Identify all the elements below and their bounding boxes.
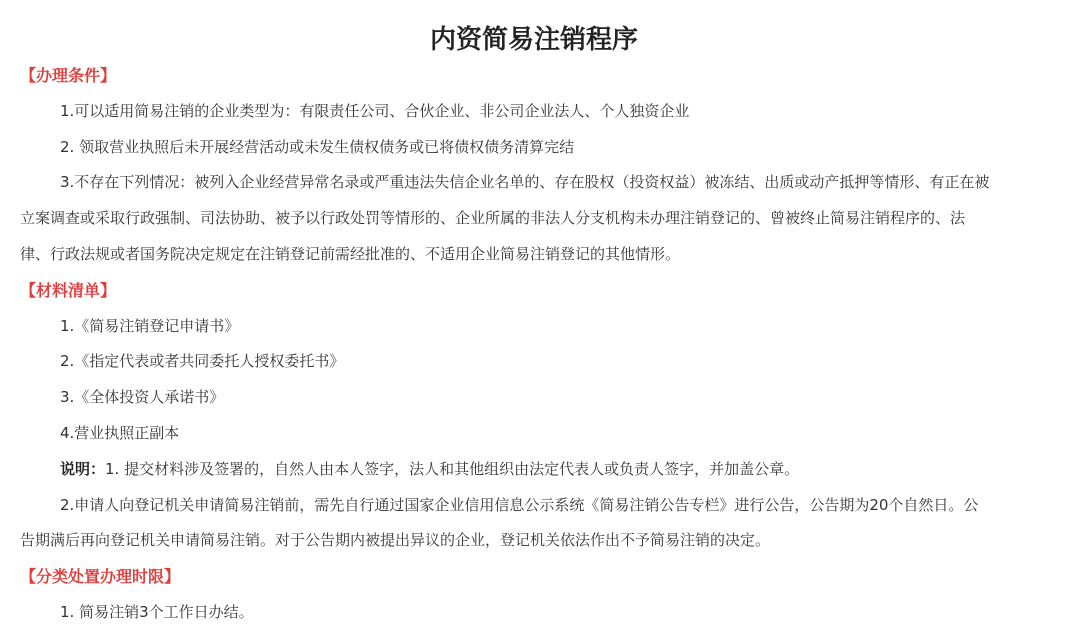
note-label: 说明： bbox=[60, 459, 106, 478]
condition-1: 1.可以适用简易注销的企业类型为：有限责任公司、合伙企业、非公司企业法人、个人独资企业 bbox=[60, 101, 690, 120]
condition-3-cont: 立案调查或采取行政强制、司法协助、被予以行政处罚等情形的、企业所属的非法人分支机构未办理注销登记的、曾被终止简易注销程序的、法 bbox=[20, 209, 966, 228]
condition-3: 3.不存在下列情况：被列入企业经营异常名录或严重违法失信企业名单的、存在股权（投资权益）被冻结、出质或动产抵押等情形、有正在被 bbox=[60, 173, 990, 192]
condition-3-cont: 律、行政法规或者国务院决定规定在注销登记前需经批准的、不适用企业简易注销登记的其他情形。 bbox=[20, 244, 681, 263]
material-3: 3.《全体投资人承诺书》 bbox=[60, 388, 225, 407]
material-2: 2.《指定代表或者共同委托人授权委托书》 bbox=[60, 352, 345, 371]
section-heading-conditions: 【办理条件】 bbox=[20, 66, 117, 85]
section-heading-materials: 【材料清单】 bbox=[20, 280, 117, 300]
section-heading-timelimit: 【分类处置办理时限】 bbox=[20, 567, 181, 587]
material-1: 1.《简易注销登记申请书》 bbox=[60, 316, 240, 335]
note-2-cont: 告期满后再向登记机关申请简易注销。对于公告期内被提出异议的企业，登记机关依法作出不予简易注销的决定。 bbox=[20, 531, 771, 550]
condition-2: 2. 领取营业执照后未开展经营活动或未发生债权债务或已将债权债务清算完结 bbox=[60, 137, 575, 156]
material-4: 4.营业执照正副本 bbox=[60, 423, 180, 442]
note-2: 2.申请人向登记机关申请简易注销前，需先自行通过国家企业信用信息公示系统《简易注销公告专栏》进行公告，公告期为20个自然日。公 bbox=[60, 495, 979, 514]
note-1 bbox=[20, 452, 1048, 488]
page-title: 内资简易注销程序 bbox=[429, 25, 638, 55]
timelimit-1: 1. 简易注销3个工作日办结。 bbox=[60, 602, 254, 621]
note-1-text: 1. 提交材料涉及签署的，自然人由本人签字，法人和其他组织由法定代表人或负责人签字，并加盖公章。 bbox=[105, 459, 800, 478]
